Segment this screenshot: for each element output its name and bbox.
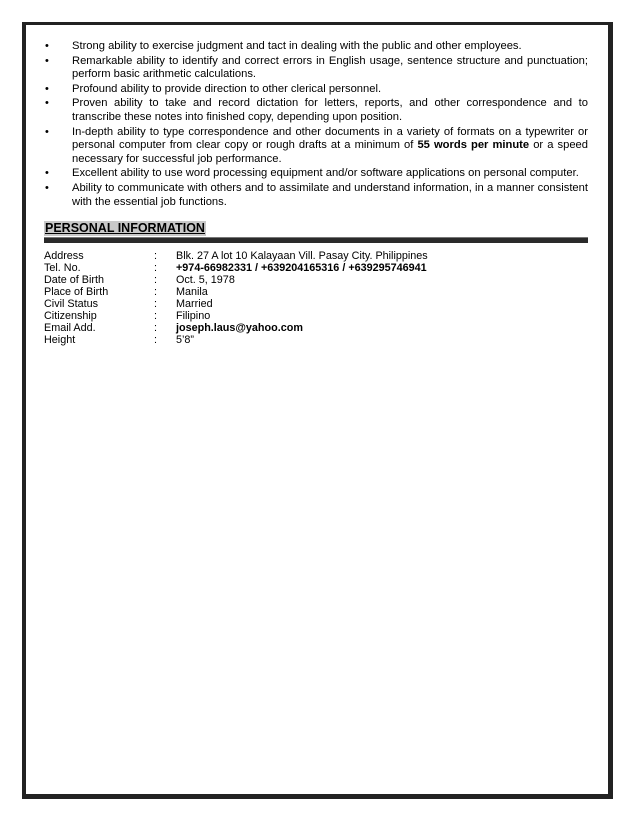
info-separator: : (154, 273, 157, 286)
skill-list-item (44, 182, 588, 209)
bullet-icon: • (45, 40, 49, 52)
info-separator: : (154, 261, 157, 274)
bullet-icon: • (45, 167, 49, 180)
skill-list-item (44, 167, 588, 181)
bullet-icon: • (45, 82, 49, 95)
personal-information-section (44, 221, 588, 346)
info-label: Date of Birth (44, 273, 105, 286)
info-row (44, 298, 428, 310)
skill-list-item (44, 55, 588, 82)
info-label: Height (44, 333, 76, 346)
info-separator: : (154, 249, 157, 262)
section-title-personal-information: PERSONAL INFORMATION (45, 221, 205, 236)
info-row (44, 286, 428, 298)
skill-list-item (44, 97, 588, 124)
skill-text: Remarkable ability to identify and correct errors in English usage, sentence structure and punctuation; perform basic arithmetic calculations. (72, 54, 588, 81)
info-value: Manila (176, 285, 208, 298)
skill-list-item (44, 126, 588, 167)
info-row (44, 322, 428, 334)
info-row (44, 334, 428, 346)
info-row (44, 262, 428, 274)
skill-text: Proven ability to take and record dictation for letters, reports, and other correspondence and to transcribe these notes into finished copy, depending upon position. (72, 97, 588, 123)
info-label: Place of Birth (44, 285, 109, 298)
skill-list-item (44, 83, 588, 97)
info-label: Email Add. (44, 321, 96, 334)
info-separator: : (154, 321, 157, 334)
info-value: Oct. 5, 1978 (176, 273, 235, 286)
info-value: joseph.laus@yahoo.com (176, 321, 303, 334)
skill-text: Strong ability to exercise judgment and tact in dealing with the public and other employees. (72, 40, 522, 52)
skills-list (44, 40, 588, 209)
bullet-icon: • (45, 97, 49, 110)
info-label: Civil Status (44, 297, 99, 310)
skill-text-emphasis: 55 words per minute (417, 139, 530, 152)
info-value: Filipino (176, 309, 211, 322)
info-separator: : (154, 309, 157, 322)
skill-list-item (44, 40, 588, 54)
bullet-icon: • (45, 125, 49, 138)
info-value: Blk. 27 A lot 10 Kalayaan Vill. Pasay City. Philippines (176, 249, 428, 262)
skill-text: In-depth ability to type correspondence and other documents in a variety of formats on a typewriter or personal computer from clear copy or rough drafts at a minimum of (72, 125, 588, 152)
info-row (44, 274, 428, 286)
section-divider (44, 237, 588, 243)
skill-text: Ability to communicate with others and to assimilate and understand information, in a manner consistent with the essential job functions. (72, 181, 588, 208)
personal-info-table (44, 250, 428, 346)
info-separator: : (154, 297, 157, 310)
info-value: +974-66982331 / +639204165316 / +639295746941 (176, 261, 427, 274)
skill-text: or a speed necessary for successful job performance. (72, 139, 589, 165)
info-separator: : (154, 333, 157, 346)
info-row (44, 250, 428, 262)
bullet-icon: • (45, 54, 49, 67)
info-separator: : (154, 285, 157, 298)
info-label: Citizenship (44, 309, 97, 322)
bullet-icon: • (45, 181, 49, 194)
info-row (44, 310, 428, 322)
info-label: Address (44, 249, 84, 262)
info-label: Tel. No. (44, 261, 81, 274)
info-value: 5’8” (176, 333, 195, 346)
skill-text: Excellent ability to use word processing equipment and/or software applications on personal computer. (72, 167, 579, 180)
skill-text: Profound ability to provide direction to other clerical personnel. (72, 82, 382, 95)
resume-page-content (44, 40, 588, 346)
info-value: Married (176, 297, 213, 310)
